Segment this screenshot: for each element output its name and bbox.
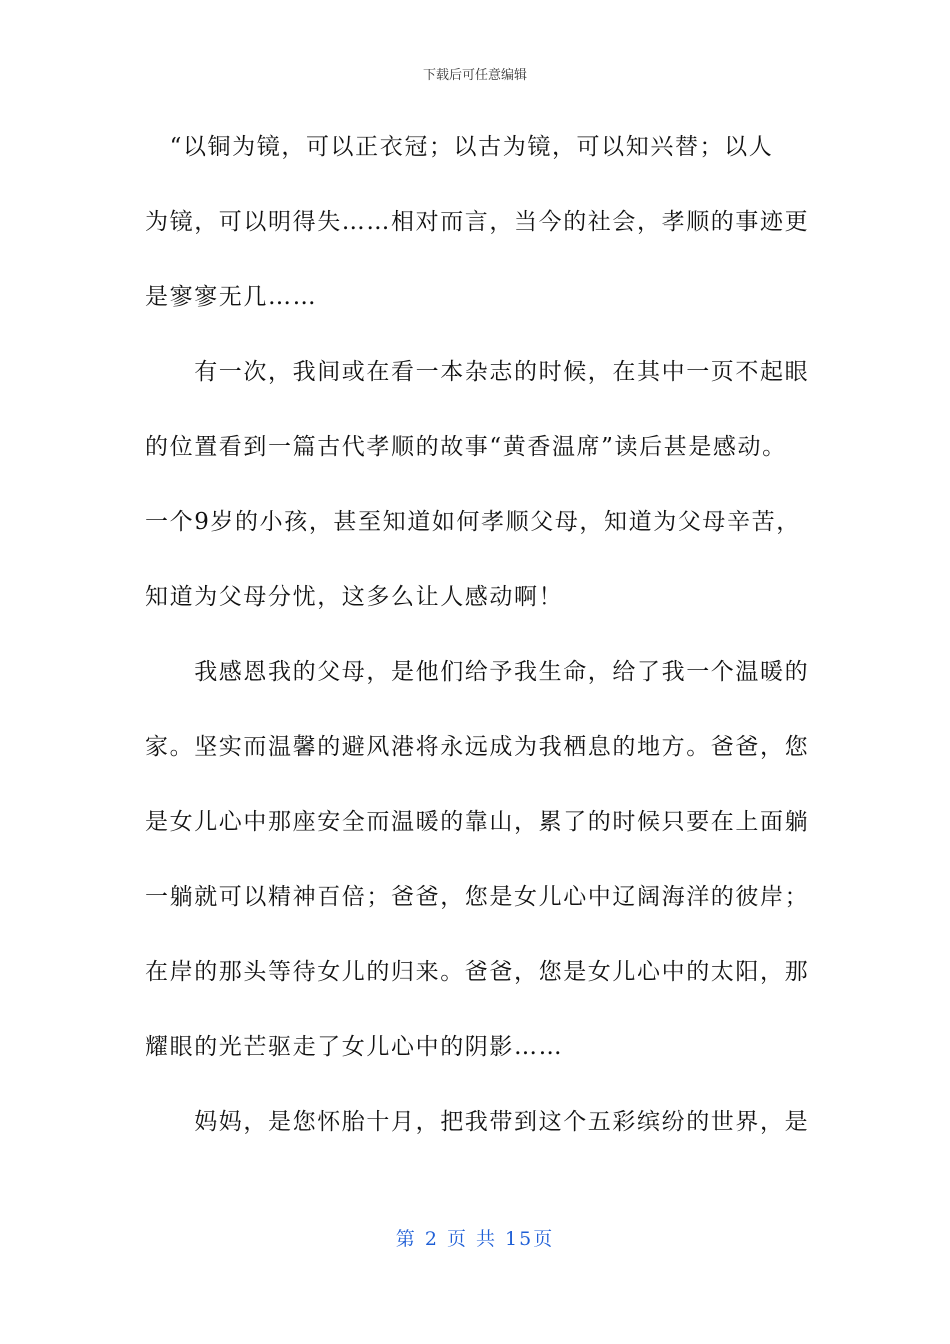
text-line: 的位置看到一篇古代孝顺的故事“黄香温席”读后甚是感动。	[145, 434, 787, 460]
page-header: 下载后可任意编辑	[422, 68, 527, 83]
text-line: 为镜，可以明得失……相对而言，当今的社会，孝顺的事迹更	[145, 209, 810, 235]
text-line: 耀眼的光芒驱走了女儿心中的阴影……	[145, 1034, 564, 1060]
text-line: 一躺就可以精神百倍；爸爸，您是女儿心中辽阔海洋的彼岸；	[145, 884, 810, 910]
text-line: 有一次，我间或在看一本杂志的时候，在其中一页不起眼	[145, 359, 810, 385]
text-line: 在岸的那头等待女儿的归来。爸爸，您是女儿心中的太阳，那	[145, 959, 810, 985]
text-line: 知道为父母分忧，这多么让人感动啊！	[145, 584, 564, 610]
text-line: 家。坚实而温馨的避风港将永远成为我栖息的地方。爸爸，您	[145, 734, 810, 760]
text-line: 我感恩我的父母，是他们给予我生命，给了我一个温暖的	[145, 659, 810, 685]
text-line: 是女儿心中那座安全而温暖的靠山，累了的时候只要在上面躺	[145, 809, 810, 835]
text-line: 妈妈，是您怀胎十月，把我带到这个五彩缤纷的世界，是	[145, 1109, 810, 1135]
text-line: 一个9岁的小孩，甚至知道如何孝顺父母，知道为父母辛苦，	[145, 509, 801, 535]
page-number-footer: 第 2 页 共 15页	[395, 1228, 555, 1250]
document-body	[145, 125, 810, 1175]
text-line: 是寥寥无几……	[145, 284, 318, 310]
text-line: “以铜为镜，可以正衣冠；以古为镜，可以知兴替；以人	[145, 134, 774, 160]
